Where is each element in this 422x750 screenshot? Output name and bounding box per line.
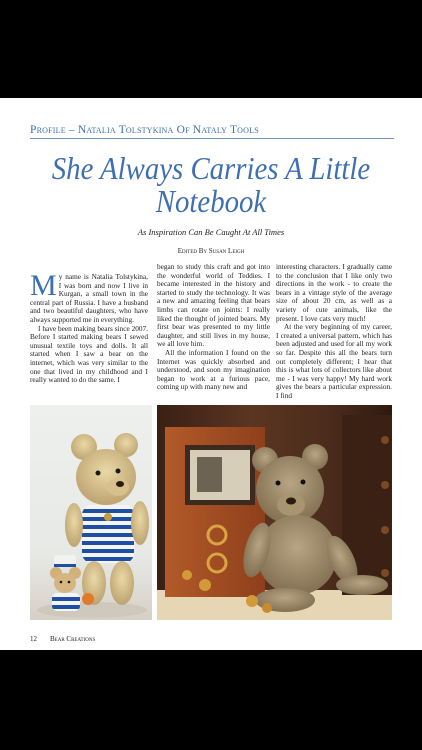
title-line-1: She Always Carries A Little — [51, 150, 371, 186]
striped-bears-illustration — [30, 405, 152, 620]
section-rule — [30, 138, 394, 139]
article-title — [39, 152, 383, 218]
section-header: Profile – Natalia Tolstykina Of Nataly Tools — [30, 124, 259, 136]
paragraph — [30, 269, 148, 325]
bear-photo-left — [30, 405, 152, 620]
text-column-2 — [157, 263, 270, 392]
drop-cap: M — [30, 269, 57, 302]
paragraph: At the very beginning of my career, I created a universal pattern, which has been adjusted and used for all my work so far. Despite this all the bears turn out completely different; I hear that this is what lots of collectors like about me - I was very happy! My hard work gives the bears a particular expression. I find — [276, 322, 392, 400]
text-column-3 — [276, 263, 392, 401]
article-subtitle: As Inspiration Can Be Caught At All Times — [137, 227, 285, 237]
text-column-1 — [30, 269, 148, 385]
magazine-page — [0, 98, 422, 650]
title-line-2: Notebook — [155, 183, 267, 219]
paragraph: began to study this craft and got into the wonderful world of Teddies. I became interested in the history and started to study the technology. It was a new and amazing feeling that bears limbs can rotate on joints: I really liked the thought of jointed bears. My first bear was presented to my little daughter, and still lives in my house, we all love him. — [157, 262, 270, 349]
bear-photo-right — [157, 405, 392, 620]
paragraph-text: y name is Natalia Tolstykina, I was born and now I live in Kurgan, a small town in the central part of Russia. I have a husband and two beautiful daughters, who have always supported me in everything. — [30, 272, 148, 324]
vintage-bear-illustration — [157, 405, 392, 620]
paragraph: I have been making bears since 2007. Before I started making bears I sewed unusual textile toys and dolls. It all started when I saw a bear on the internet, which was very similar to the one that lived in my childhood and I really wanted to do the same. I — [30, 323, 148, 385]
paragraph: All the information I found on the Internet was quickly absorbed and understood, and soon my imagination began to work at a furious pace, coming up with many new and — [157, 347, 270, 392]
magazine-title: Bear Creations — [50, 635, 96, 643]
article-byline: Edited By Susan Leigh — [177, 247, 245, 255]
page-number: 12 — [30, 635, 37, 643]
paragraph: interesting characters. I gradually came to the conclusion that I like only two directions in the work - to create the bears in a vintage style of the average size of about 20 cm, as well as a variety of cute animals, like the present. I love cats very much! — [276, 262, 392, 323]
